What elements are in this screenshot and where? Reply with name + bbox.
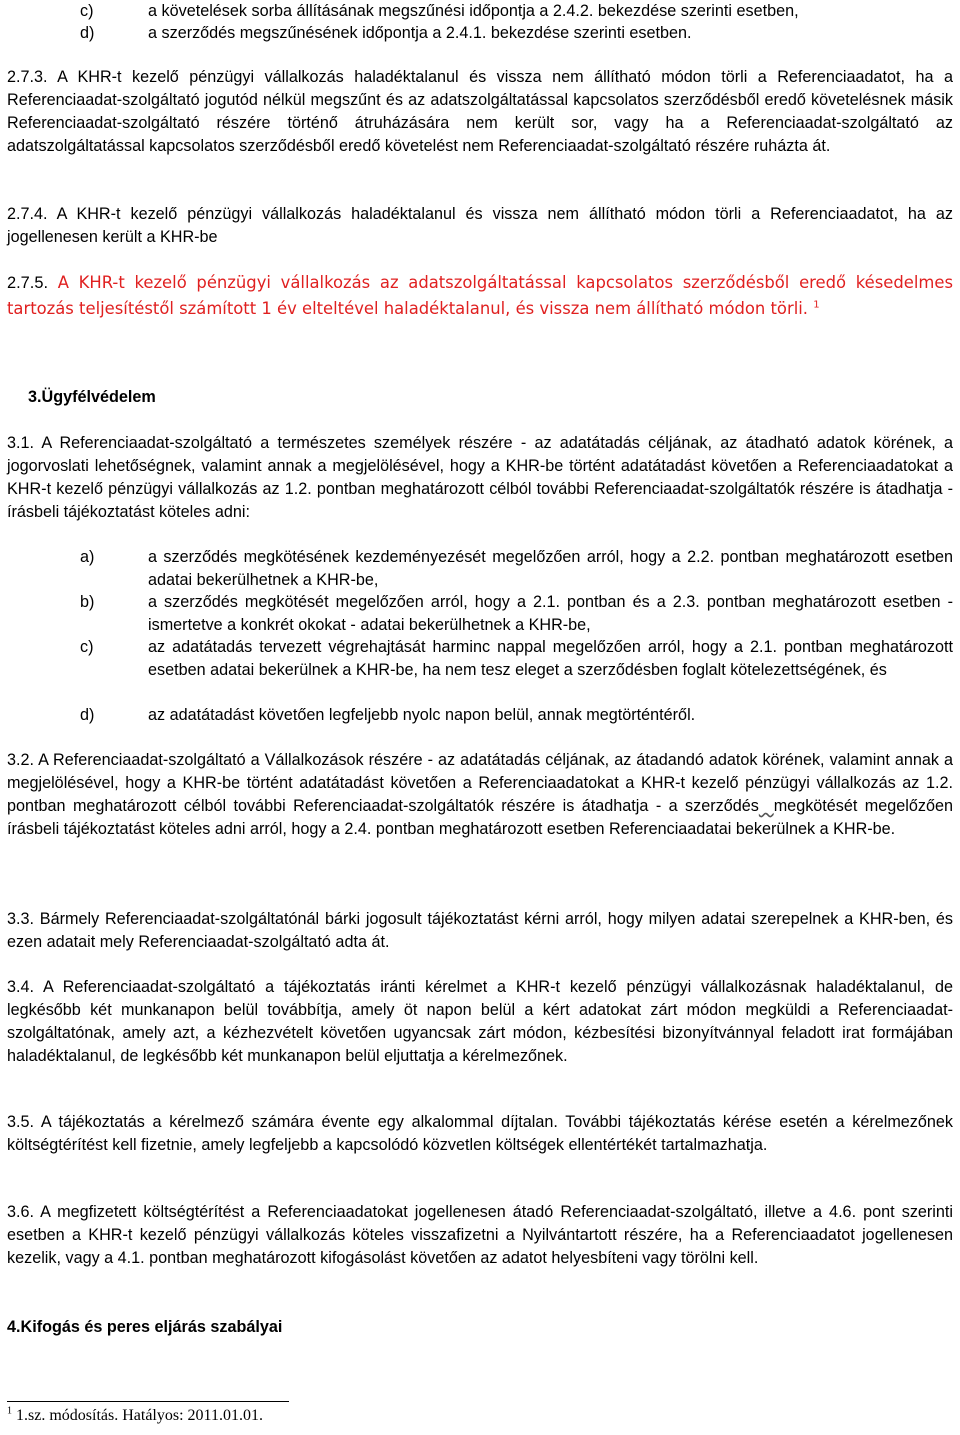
footnote-text: 1.sz. módosítás. Hatályos: 2011.01.01. bbox=[16, 1407, 263, 1424]
paragraph-3-2 bbox=[7, 749, 953, 841]
list-item-text: az adatátadást követően legfeljebb nyolc napon belül, annak megtörténtéről. bbox=[148, 706, 696, 724]
list-item-label: d) bbox=[80, 706, 95, 724]
list-item-label: c) bbox=[80, 638, 94, 656]
paragraph-2-7-5 bbox=[7, 270, 953, 321]
list-item-label: a) bbox=[80, 548, 95, 566]
list-item-text: a szerződés megkötésének kezdeményezését megelőzően arról, hogy a 2.2. pontban meghatározott esetben adatai bekerülhetnek a KHR-be, bbox=[148, 548, 953, 589]
footnote-number: 1 bbox=[7, 1405, 12, 1417]
footnote-separator bbox=[7, 1401, 289, 1402]
paragraph-3-1: 3.1. A Referenciaadat-szolgáltató a természetes személyek részére - az adatátadás céljának, az átadható adatok körének, a jogorvoslati lehetőségnek, valamint annak a megjelölésével, hogy a KHR-be történt adatátadást követően a Referenciaadatokat a KHR-t kezelő pénzügyi vállalkozás az 1.2. pontban meghatározott célból további Referenciaadat-szolgáltatók részére is átadhatja - írásbeli tájékoztatást köteles adni: bbox=[7, 434, 953, 521]
list-item-text: az adatátadás tervezett végrehajtását harminc nappal megelőzően arról, hogy a 2.1. pontban meghatározott esetben adatai bekerülnek a KHR-be, ha nem tesz eleget a szerződésben foglalt kötelezettségének, és bbox=[148, 638, 953, 679]
list-item-label: d) bbox=[80, 24, 95, 42]
footnote-reference[interactable]: 1 bbox=[813, 299, 820, 311]
list-item-label: b) bbox=[80, 593, 95, 611]
list-item-text: a szerződés megkötését megelőzően arról, hogy a 2.1. pontban és a 2.3. pontban meghatározott esetben - ismertetve a konkrét okokat - adatai bekerülhetnek a KHR-be, bbox=[148, 593, 953, 634]
section-heading-3: 3.Ügyfélvédelem bbox=[28, 388, 156, 406]
paragraph-3-4: 3.4. A Referenciaadat-szolgáltató a tájékoztatás iránti kérelmet a KHR-t kezelő pénzügyi vállalkozásnak haladéktalanul, de legkésőbb két munkanapon belül továbbítja, amely öt napon belül a kért adatokat zárt módon megküldi a Referenciaadat-szolgáltatónak, amely azt, a kézhezvételt követően ugyancsak zárt módon, kézbesítési bizonyítvánnyal feladott irat formájában haladéktalanul, de legkésőbb két munkanapon belül eljuttatja a kérelmezőnek. bbox=[7, 978, 953, 1065]
spelling-marker bbox=[759, 797, 774, 815]
paragraph-3-5: 3.5. A tájékoztatás a kérelmező számára évente egy alkalommal díjtalan. További tájékoztatás kérése esetén a kérelmezőnek költségtérítést kell fizetnie, amely legfeljebb a kapcsolódó közvetlen költségek ellentértékét tartalmazhatja. bbox=[7, 1113, 953, 1154]
paragraph-3-6: 3.6. A megfizetett költségtérítést a Referenciaadatokat jogellenesen átadó Referenciaadat-szolgáltató, illetve a 4.6. pont szerinti esetben a KHR-t kezelő pénzügyi vállalkozás köteles visszafizetni a Nyilvántartott részére, ha a Referenciaadatot jogellenesen kezelik, vagy a 4.1. pontban meghatározott kifogásolást követően az adatot helyesbíteni vagy törölni kell. bbox=[7, 1203, 953, 1267]
paragraph-3-3: 3.3. Bármely Referenciaadat-szolgáltatónál bárki jogosult tájékoztatást kérni arról, hogy milyen adatai szerepelnek a KHR-ben, és ezen adatait mely Referenciaadat-szolgáltató adta át. bbox=[7, 910, 953, 951]
list-item-text: a követelések sorba állításának megszűnési időpontja a 2.4.2. bekezdése szerinti esetben, bbox=[148, 2, 799, 20]
footnote bbox=[7, 1406, 263, 1426]
section-heading-4: 4.Kifogás és peres eljárás szabályai bbox=[7, 1318, 283, 1336]
paragraph-text: 3.2. A Referenciaadat-szolgáltató a Vállalkozások részére - az adatátadás céljának, az átadandó adatok körének, valamint annak a megjelölésével, hogy a KHR-be történt adatátadást követően a Referenciaadatokat a KHR-t kezelő pénzügyi vállalkozás az 1.2. pontban meghatározott célból további Referenciaadat-szolgáltatók részére is átadhatja - a szerződés bbox=[7, 751, 953, 815]
amendment-text: A KHR-t kezelő pénzügyi vállalkozás az adatszolgáltatással kapcsolatos szerződésből eredő késedelmes tartozás teljesítéstől számított 1 év elteltével haladéktalanul, és vissza nem állítható módon törli. bbox=[7, 273, 953, 318]
paragraph-text: megkötését megelőzően írásbeli tájékoztatást köteles adni arról, hogy a 2.4. pontban meghatározott esetben Referenciaadatai bekerülnek a KHR-be. bbox=[7, 797, 954, 838]
paragraph-2-7-4: 2.7.4. A KHR-t kezelő pénzügyi vállalkozás haladéktalanul és vissza nem állítható módon törli a Referenciaadatot, ha az jogellenesen került a KHR-be bbox=[7, 205, 953, 246]
paragraph-number: 2.7.5. bbox=[7, 274, 49, 292]
list-item-label: c) bbox=[80, 2, 94, 20]
paragraph-2-7-3: 2.7.3. A KHR-t kezelő pénzügyi vállalkozás haladéktalanul és vissza nem állítható módon törli a Referenciaadatot, ha a Referenciaadat-szolgáltató jogutód nélkül megszűnt és az adatszolgáltatással kapcsolatos szerződésből eredő követelésnek másik Referenciaadat-szolgáltató részére történő átruházására nem került sor, vagy ha a Referenciaadat-szolgáltató az adatszolgáltatással kapcsolatos szerződésből eredő követelést nem Referenciaadat-szolgáltató részére ruházta át. bbox=[7, 68, 953, 155]
list-item-text: a szerződés megszűnésének időpontja a 2.4.1. bekezdése szerinti esetben. bbox=[148, 24, 692, 42]
